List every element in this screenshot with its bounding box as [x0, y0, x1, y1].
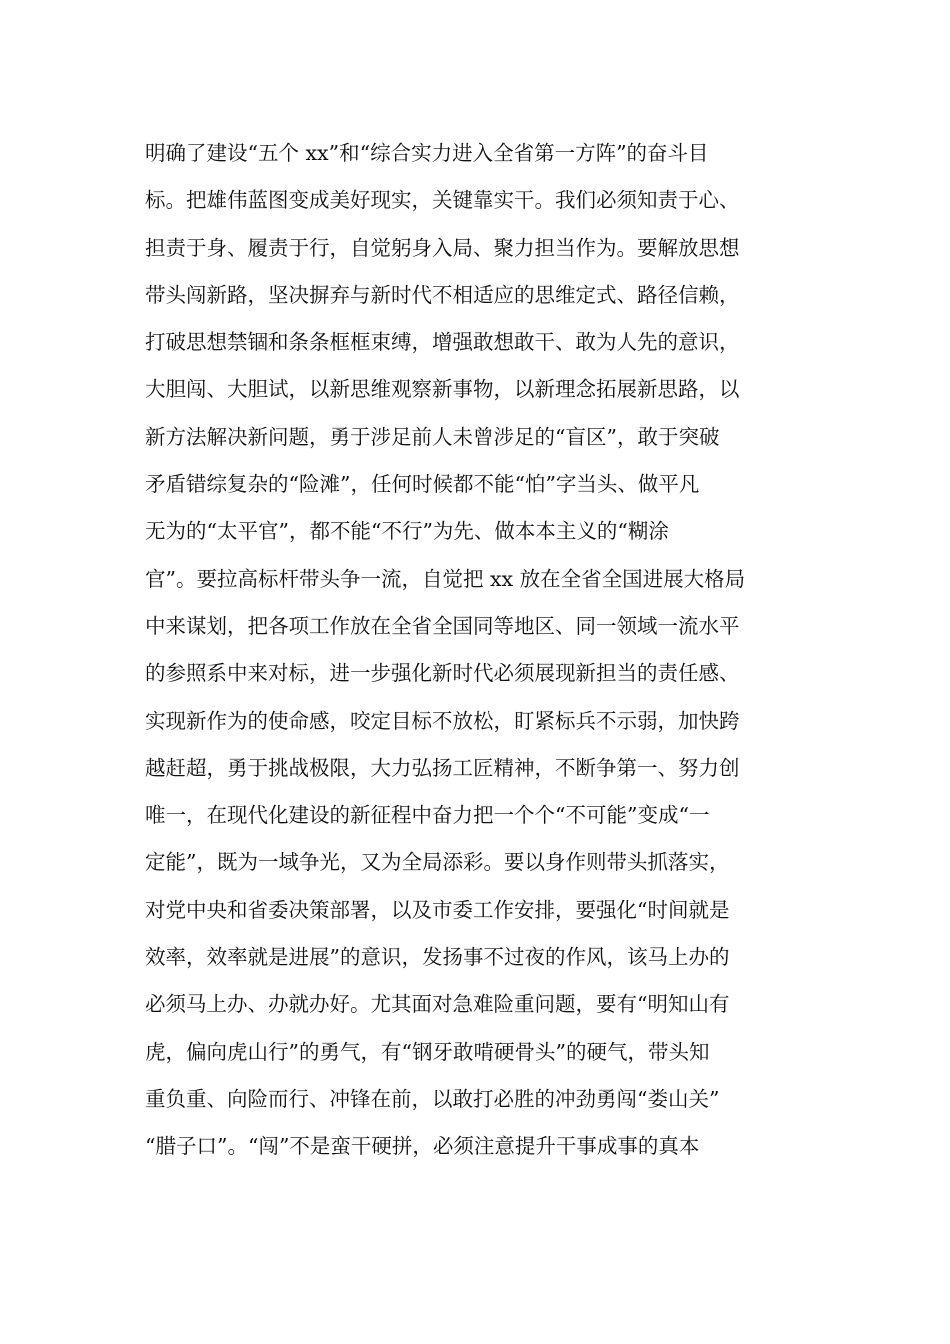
text-line: 的参照系中来对标，进一步强化新时代必须展现新担当的责任感、 [145, 661, 740, 686]
text-line: 官”。要拉高标杆带头争一流，自觉把 xx 放在全省全国进展大格局 [145, 566, 746, 591]
text-line: 明确了建设“五个 xx”和“综合实力进入全省第一方阵”的奋斗目 [145, 141, 709, 165]
text-line: 重负重、向险而行、冲锋在前，以敢打必胜的冲劲勇闯“娄山关” [145, 1086, 720, 1111]
text-line: 标。把雄伟蓝图变成美好现实，关键靠实干。我们必须知责于心、 [145, 188, 740, 213]
text-line: 越赶超，勇于挑战极限，大力弘扬工匠精神，不断争第一、努力创 [145, 755, 740, 780]
text-line: 对党中央和省委决策部署，以及市委工作安排，要强化“时间就是 [145, 897, 730, 922]
text-line: 矛盾错综复杂的“险滩”，任何时候都不能“怕”字当头、做平凡 [145, 472, 700, 497]
text-line: 定能”，既为一域争光，又为全局添彩。要以身作则带头抓落实， [145, 850, 730, 875]
text-line: 实现新作为的使命感，咬定目标不放松，盯紧标兵不示弱，加快跨 [145, 708, 740, 733]
body-paragraph [145, 130, 815, 1171]
text-line: 新方法解决新问题，勇于涉足前人未曾涉足的“盲区”，敢于突破 [145, 424, 720, 449]
text-line: 中来谋划，把各项工作放在全省全国同等地区、同一领域一流水平 [145, 613, 740, 638]
text-line: 打破思想禁锢和条条框框束缚，增强敢想敢干、敢为人先的意识， [145, 330, 740, 355]
text-line: 无为的“太平官”，都不能“不行”为先、做本本主义的“糊涂 [145, 519, 669, 544]
text-line: 带头闯新路，坚决摒弃与新时代不相适应的思维定式、路径信赖， [145, 282, 740, 307]
text-line: 唯一，在现代化建设的新征程中奋力把一个个“不可能”变成“一 [145, 803, 710, 828]
text-line: 担责于身、履责于行，自觉躬身入局、聚力担当作为。要解放思想 [145, 235, 740, 260]
text-line: 虎，偏向虎山行”的勇气，有“钢牙敢啃硬骨头”的硬气，带头知 [145, 1039, 710, 1064]
text-line: 效率，效率就是进展”的意识，发扬事不过夜的作风，该马上办的 [145, 945, 730, 970]
text-line: 必须马上办、办就办好。尤其面对急难险重问题，要有“明知山有 [145, 992, 730, 1017]
text-line: “腊子口”。“闯”不是蛮干硬拼，必须注意提升干事成事的真本 [145, 1134, 700, 1159]
text-line: 大胆闯、大胆试，以新思维观察新事物，以新理念拓展新思路，以 [145, 377, 740, 402]
